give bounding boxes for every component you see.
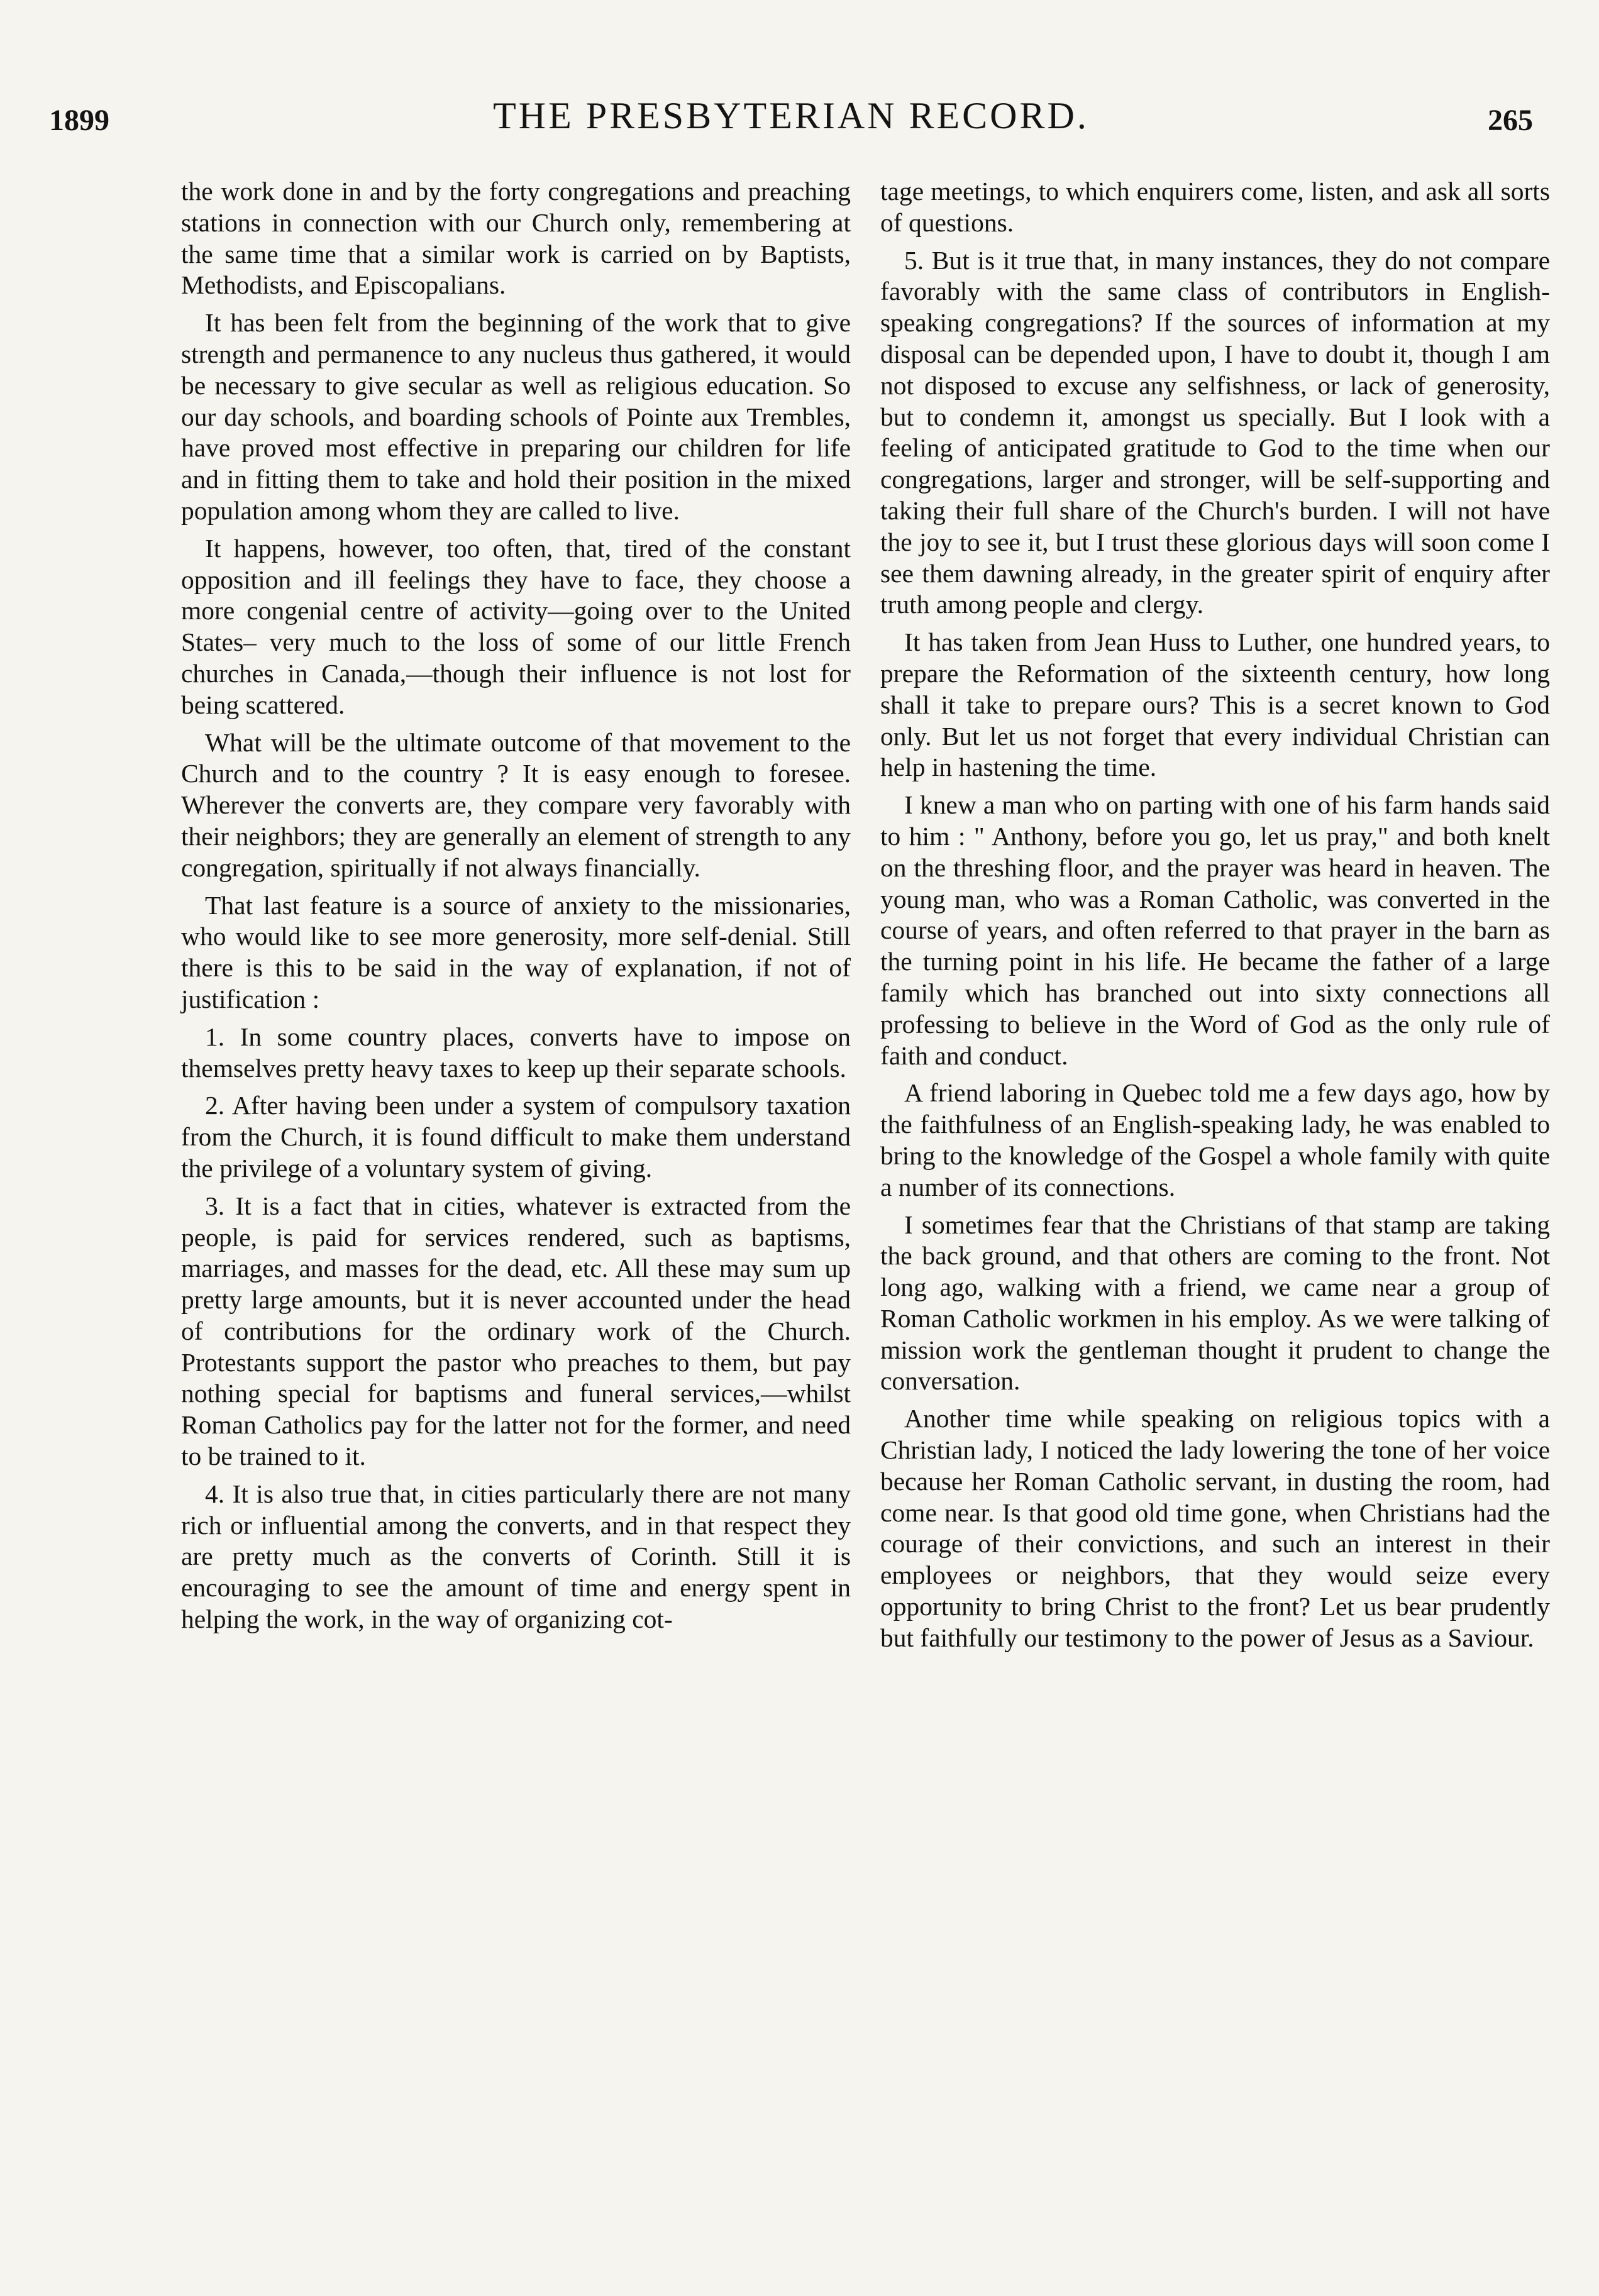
paragraph: A friend laboring in Quebec told me a few days ago, how by the faithfulness of an English-speaking lady, he was enabled to bring to the knowledge of the Gospel a whole family with quite a number of its connections. bbox=[880, 1078, 1550, 1201]
page-number: 265 bbox=[1488, 104, 1533, 137]
left-column bbox=[181, 176, 851, 1642]
paragraph: Another time while speaking on religious topics with a Christian lady, I noticed the lady lowering the tone of her voice because her Roman Catholic servant, in dusting the room, had come near. Is that good old time gone, when Christians had the courage of their convictions, and such an interest in their employees or neighbors, that they would seize every opportunity to bring Christ to the front? Let us bear prudently but faithfully our testimony to the power of Jesus as a Saviour. bbox=[880, 1404, 1550, 1652]
paragraph: That last feature is a source of anxiety to the missionaries, who would like to see more generosity, more self-denial. Still there is this to be said in the way of explanation, if not of justification : bbox=[181, 890, 851, 1013]
paragraph: 4. It is also true that, in cities particularly there are not many rich or influential among the converts, and in that respect they are pretty much as the converts of Corinth. Still it is encouraging to see the amount of time and energy spent in helping the work, in the way of organizing cot- bbox=[181, 1479, 851, 1634]
paragraph: 1. In some country places, converts have to impose on themselves pretty heavy taxes to keep up their separate schools. bbox=[181, 1022, 851, 1083]
paragraph: What will be the ultimate outcome of that movement to the Church and to the country ? It is easy enough to foresee. Wherever the converts are, they compare very favorably with their neighbors; they are generally an element of strength to any congregation, spiritually if not always financially. bbox=[181, 727, 851, 882]
paragraph: tage meetings, to which enquirers come, listen, and ask all sorts of questions. bbox=[880, 177, 1550, 237]
paragraph: It happens, however, too often, that, tired of the constant opposition and ill feelings they have to face, they choose a more congenial centre of activity—going over to the United States– very much to the loss of some of our little French churches in Canada,—though their influence is not lost for being scattered. bbox=[181, 533, 851, 719]
paragraph: 2. After having been under a system of compulsory taxation from the Church, it is found difficult to make them understand the privilege of a voluntary system of giving. bbox=[181, 1091, 851, 1183]
paragraph: the work done in and by the forty congregations and preaching stations in connection with our Church only, remembering at the same time that a similar work is carried on by Baptists, Methodists, and Episcopalians. bbox=[181, 177, 851, 300]
journal-title: THE PRESBYTERIAN RECORD. bbox=[493, 95, 1089, 136]
paragraph: 5. But is it true that, in many instances, they do not compare favorably with the same class of contributors in English-speaking congregations? If the sources of information at my disposal can be depended upon, I have to doubt it, though I am not disposed to excuse any selfishness, or lack of generosity, but to condemn it, amongst us specially. But I look with a feeling of anticipated gratitude to God to the time when our congregations, larger and stronger, will be self-supporting and taking their full share of the Church's burden. I will not have the joy to see it, but I trust these glorious days will soon come I see them dawning already, in the greater spirit of enquiry after truth among people and clergy. bbox=[880, 245, 1550, 619]
running-header bbox=[49, 94, 1533, 140]
paragraph: I sometimes fear that the Christians of that stamp are taking the back ground, and that others are coming to the front. Not long ago, walking with a friend, we came near a group of Roman Catholic workmen in his employ. As we were talking of mission work the gentleman thought it prudent to change the conversation. bbox=[880, 1210, 1550, 1396]
paragraph: 3. It is a fact that in cities, whatever is extracted from the people, is paid for services rendered, such as baptisms, marriages, and masses for the dead, etc. All these may sum up pretty large amounts, but it is never accounted under the head of contributions for the ordinary work of the Church. Protestants support the pastor who preaches to them, but pay nothing special for baptisms and funeral services,—whilst Roman Catholics pay for the latter not for the former, and need to be trained to it. bbox=[181, 1191, 851, 1471]
paragraph: It has taken from Jean Huss to Luther, one hundred years, to prepare the Reformation of the sixteenth century, how long shall it take to prepare ours? This is a secret known to God only. But let us not forget that every individual Christian can help in hastening the time. bbox=[880, 627, 1550, 782]
header-year: 1899 bbox=[49, 104, 109, 137]
right-column bbox=[880, 176, 1550, 1660]
paragraph: It has been felt from the beginning of the work that to give strength and permanence to any nucleus thus gathered, it would be necessary to give secular as well as religious education. So our day schools, and boarding schools of Pointe aux Trembles, have proved most effective in preparing our children for life and in fitting them to take and hold their position in the mixed population among whom they are called to live. bbox=[181, 308, 851, 525]
paragraph: I knew a man who on parting with one of his farm hands said to him : " Anthony, before you go, let us pray," and both knelt on the threshing floor, and the prayer was heard in heaven. The young man, who was a Roman Catholic, was converted in the course of years, and often referred to that prayer in the barn as the turning point in his life. He became the father of a large family which has branched out into sixty connections all professing to believe in the Word of God as the only rule of faith and conduct. bbox=[880, 790, 1550, 1070]
